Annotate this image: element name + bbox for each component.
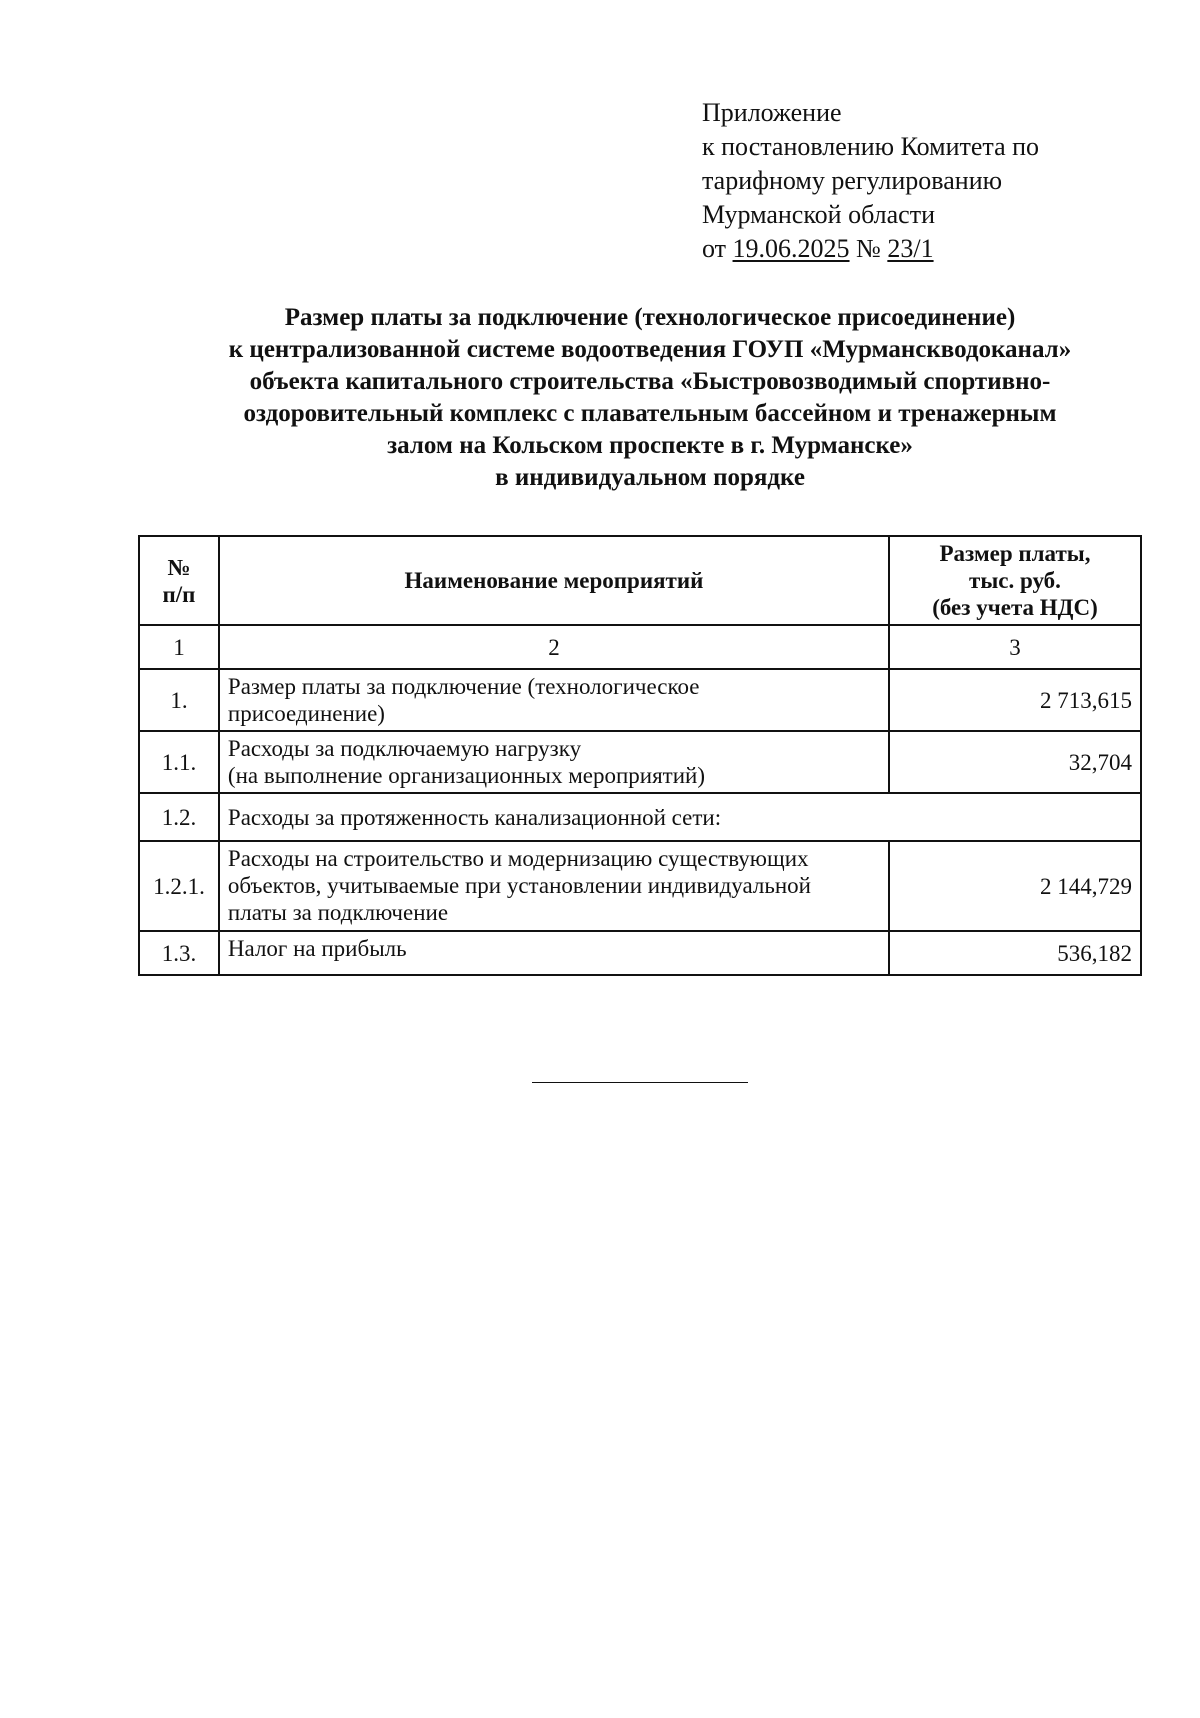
title-line: оздоровительный комплекс с плавательным бассейном и тренажерным (243, 400, 1057, 427)
table-row (139, 841, 1141, 931)
row-value: 2 713,615 (889, 669, 1141, 731)
title-line: залом на Кольском проспекте в г. Мурманске» (387, 432, 913, 459)
row-name-line: Расходы на строительство и модернизацию существующих (227, 846, 809, 871)
row-name (219, 669, 889, 731)
header-fee-line3: (без учета НДС) (932, 595, 1098, 620)
table-row (139, 731, 1141, 793)
title-line: объекта капитального строительства «Быстровозводимый спортивно- (249, 368, 1051, 395)
row-name-line: платы за подключение (227, 900, 449, 925)
document-title (120, 302, 1180, 494)
column-index-row (139, 625, 1141, 669)
column-index: 2 (219, 625, 889, 669)
title-line: в индивидуальном порядке (495, 464, 805, 491)
table-row (139, 931, 1141, 975)
row-num: 1.3. (139, 931, 219, 975)
row-name: Расходы за протяженность канализационной сети: (219, 793, 1141, 841)
row-name: Налог на прибыль (219, 931, 889, 975)
fee-table (138, 535, 1142, 976)
header-fee (889, 536, 1141, 625)
row-name-line: Расходы за подключаемую нагрузку (227, 736, 582, 761)
row-num: 1.2. (139, 793, 219, 841)
row-name-line: объектов, учитываемые при установлении индивидуальной (227, 873, 811, 898)
column-index: 1 (139, 625, 219, 669)
appendix-line: тарифному регулированию (702, 166, 1003, 195)
appendix-line: Приложение (702, 98, 842, 127)
row-value: 2 144,729 (889, 841, 1141, 931)
column-index: 3 (889, 625, 1141, 669)
row-num: 1.2.1. (139, 841, 219, 931)
row-name-line: Размер платы за подключение (технологическое (227, 674, 700, 699)
appendix-line: Мурманской области (702, 200, 935, 229)
row-num: 1. (139, 669, 219, 731)
appendix-block (702, 96, 1039, 266)
header-fee-line1: Размер платы, (939, 541, 1091, 566)
row-name-line: (на выполнение организационных мероприятий) (227, 763, 706, 788)
appendix-line: к постановлению Комитета по (702, 132, 1040, 161)
table-header-row (139, 536, 1141, 625)
number-sign: № (856, 234, 881, 263)
row-value: 32,704 (889, 731, 1141, 793)
header-num-line1: № (167, 554, 191, 580)
row-value: 536,182 (889, 931, 1141, 975)
decree-number: 23/1 (887, 234, 934, 263)
row-name (219, 731, 889, 793)
title-line: Размер платы за подключение (технологическое присоединение) (284, 304, 1016, 331)
header-fee-line2: тыс. руб. (969, 568, 1061, 593)
header-num-line2: п/п (162, 581, 196, 607)
table-row (139, 793, 1141, 841)
row-name-line: присоединение) (227, 701, 385, 726)
header-num (139, 536, 219, 625)
table-row (139, 669, 1141, 731)
appendix-date-line (702, 232, 1039, 266)
date-prefix: от (702, 234, 727, 263)
decree-date: 19.06.2025 (732, 234, 850, 263)
title-line: к централизованной системе водоотведения ГОУП «Мурманскводоканал» (228, 336, 1072, 363)
end-separator-line (532, 1082, 748, 1083)
row-name (219, 841, 889, 931)
row-num: 1.1. (139, 731, 219, 793)
header-name: Наименование мероприятий (219, 536, 889, 625)
